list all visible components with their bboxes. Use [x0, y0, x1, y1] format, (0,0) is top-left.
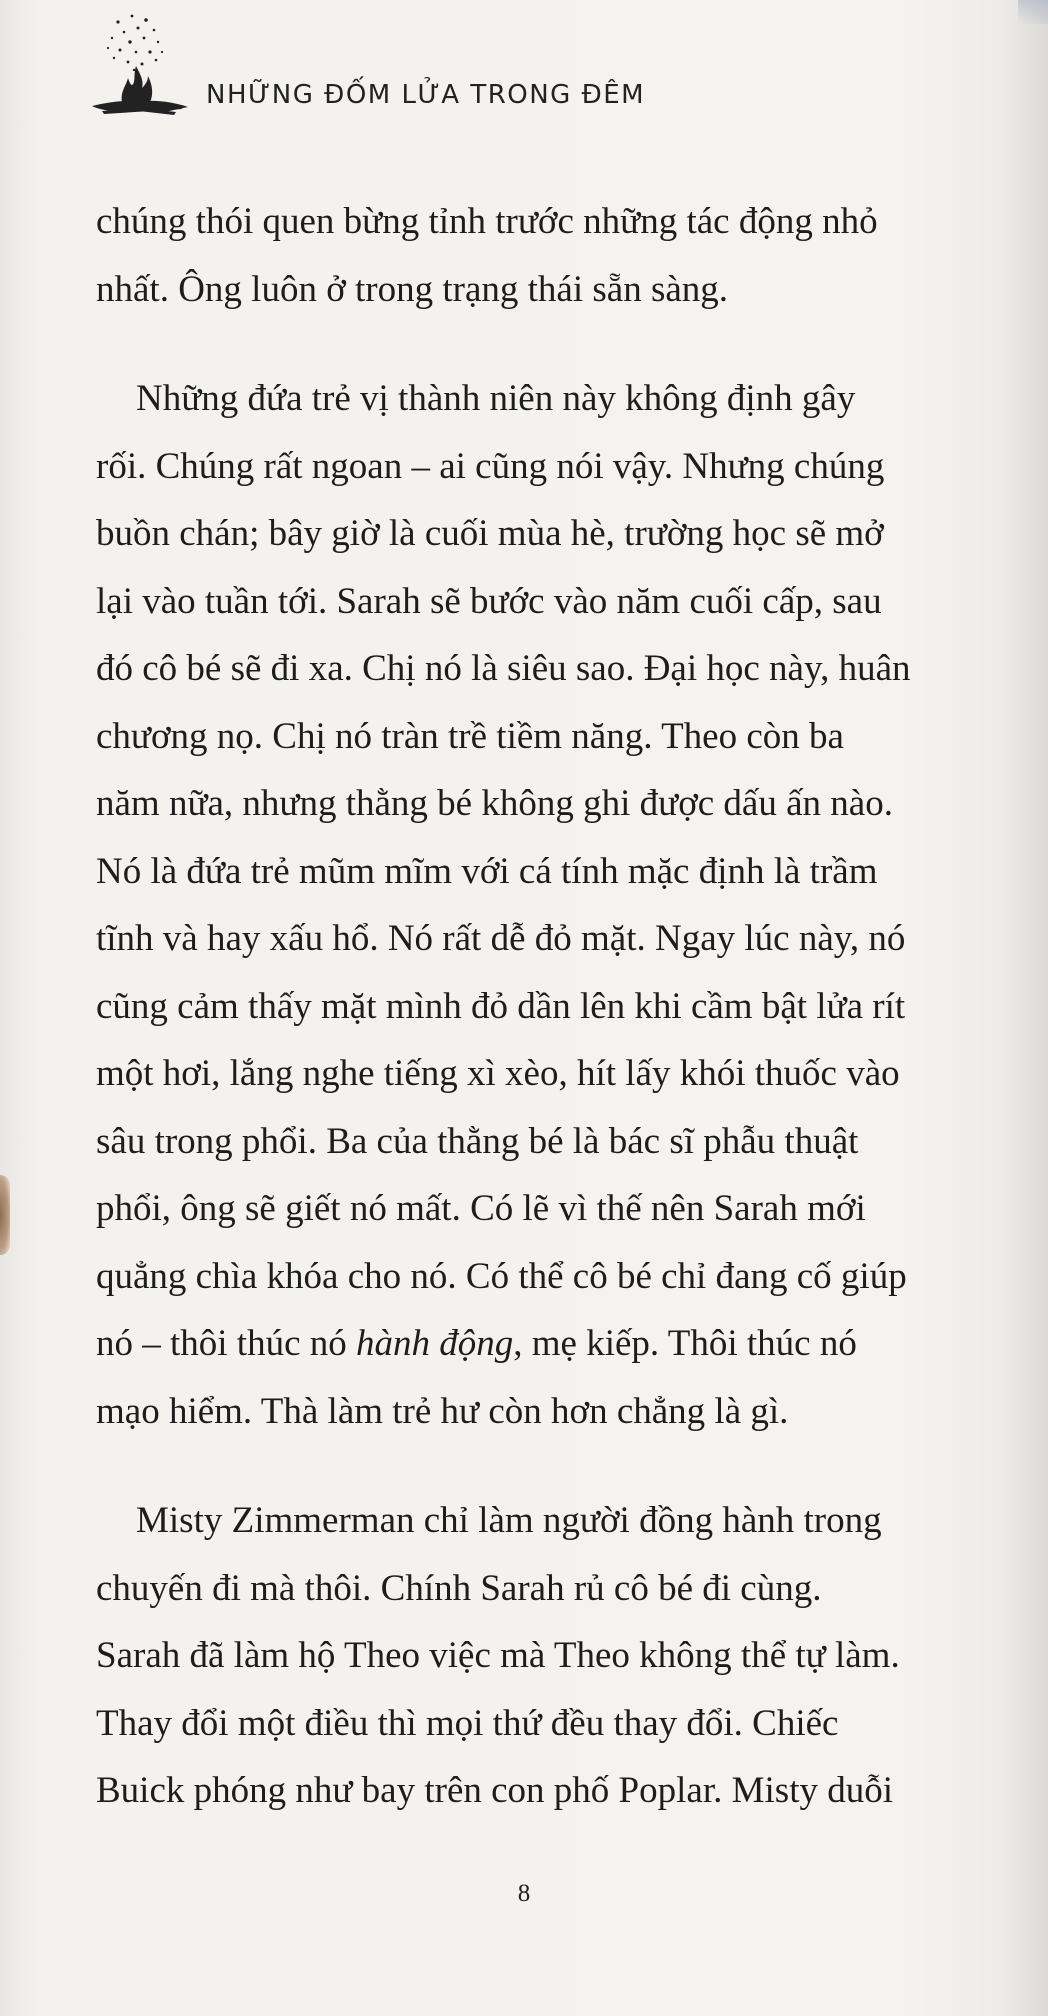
text-line: rối. Chúng rất ngoan – ai cũng nói vậy. Nhưng chúng	[96, 445, 885, 487]
text-line: Buick phóng như bay trên con phố Poplar. Misty duỗi	[96, 1770, 893, 1811]
text-line: Misty Zimmerman chỉ làm người đồng hành trong	[136, 1500, 882, 1541]
text-line: Sarah đã làm hộ Theo việc mà Theo không thể tự làm.	[96, 1635, 900, 1676]
text-line: buồn chán; bây giờ là cuối mùa hè, trường học sẽ mở	[96, 513, 884, 554]
paragraph-3	[96, 1487, 976, 1825]
text-line: Nó là đứa trẻ mũm mĩm với cá tính mặc định là trầm	[96, 850, 878, 892]
text-line: Những đứa trẻ vị thành niên này không định gây	[136, 378, 856, 419]
page-corner-shadow	[1018, 0, 1048, 24]
page-number: 8	[517, 1880, 531, 1907]
text-fragment: , mẹ kiếp. Thôi thúc nó	[513, 1323, 857, 1364]
body-text	[96, 188, 976, 1825]
page-header	[88, 8, 788, 128]
text-line: tĩnh và hay xấu hổ. Nó rất dễ đỏ mặt. Ngay lúc này, nó	[96, 918, 906, 959]
running-title: NHỮNG ĐỐM LỬA TRONG ĐÊM	[206, 80, 646, 110]
text-line: nhất. Ông luôn ở trong trạng thái sẵn sàng.	[96, 268, 729, 310]
text-line: năm nữa, nhưng thằng bé không ghi được dấu ấn nào.	[96, 783, 893, 824]
text-line: lại vào tuần tới. Sarah sẽ bước vào năm cuối cấp, sau	[96, 580, 882, 622]
text-line: đó cô bé sẽ đi xa. Chị nó là siêu sao. Đại học này, huân	[96, 648, 911, 689]
text-line: chúng thói quen bừng tỉnh trước những tác động nhỏ	[96, 201, 878, 242]
text-line: quẳng chìa khóa cho nó. Có thể cô bé chỉ đang cố giúp	[96, 1255, 907, 1297]
paragraph-2	[96, 365, 976, 1445]
paragraph-1	[96, 188, 976, 323]
page-edge-mark	[0, 1175, 10, 1255]
text-line: sâu trong phổi. Ba của thằng bé là bác sĩ phẫu thuật	[96, 1120, 859, 1162]
emphasized-text: hành động	[356, 1323, 514, 1364]
text-line: phổi, ông sẽ giết nó mất. Có lẽ vì thế nên Sarah mới	[96, 1188, 866, 1229]
campfire-icon	[88, 8, 198, 128]
text-line: mạo hiểm. Thà làm trẻ hư còn hơn chẳng là gì.	[96, 1390, 789, 1432]
text-fragment: nó – thôi thúc nó	[96, 1323, 357, 1364]
text-line: Thay đổi một điều thì mọi thứ đều thay đổi. Chiếc	[96, 1702, 839, 1744]
text-line: chuyến đi mà thôi. Chính Sarah rủ cô bé đi cùng.	[96, 1567, 822, 1609]
text-line-with-emphasis	[96, 1310, 976, 1378]
text-line: một hơi, lắng nghe tiếng xì xèo, hít lấy khói thuốc vào	[96, 1053, 900, 1094]
text-line: chương nọ. Chị nó tràn trề tiềm năng. Theo còn ba	[96, 715, 844, 757]
text-line: cũng cảm thấy mặt mình đỏ dần lên khi cầm bật lửa rít	[96, 985, 906, 1027]
